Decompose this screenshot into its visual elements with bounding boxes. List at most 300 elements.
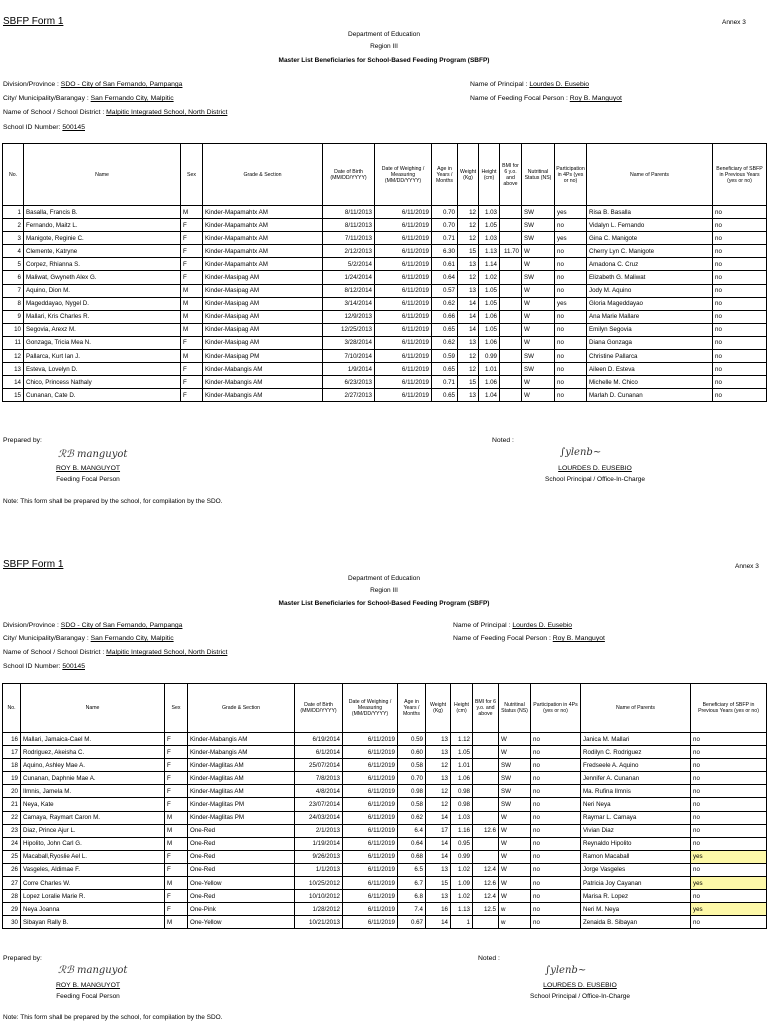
cell-name: Lopez Loralie Marie R.	[21, 890, 165, 903]
cell-age: 0.65	[432, 323, 458, 336]
cell-weight: 14	[458, 310, 479, 323]
cell-4ps: no	[531, 916, 581, 929]
cell-height: 1.05	[479, 219, 500, 232]
cell-height: 1.03	[479, 232, 500, 245]
cell-beneficiary: no	[713, 297, 767, 310]
cell-grade: Kinder-Mabangis AM	[188, 746, 295, 759]
focal-person-line: Name of Feeding Focal Person : Roy B. Manguyot	[453, 635, 605, 642]
cell-height: 1.06	[479, 336, 500, 349]
cell-height: 0.99	[451, 850, 473, 863]
cell-parents: Gina C. Manigote	[587, 232, 713, 245]
cell-bmi	[500, 336, 522, 349]
cell-weight: 13	[458, 389, 479, 402]
cell-ns: SW	[522, 363, 555, 376]
cell-ns: SW	[522, 350, 555, 363]
cell-dow: 6/11/2019	[343, 746, 398, 759]
cell-4ps: no	[531, 837, 581, 850]
cell-grade: One-Red	[188, 863, 295, 876]
cell-grade: Kinder-Mabangis AM	[203, 389, 323, 402]
cell-sex: F	[165, 772, 188, 785]
cell-bmi	[473, 798, 499, 811]
cell-name: Fernando, Maitz L.	[24, 219, 181, 232]
cell-parents: Raymar L. Camaya	[581, 811, 691, 824]
cell-no: 21	[3, 798, 21, 811]
cell-sex: M	[165, 916, 188, 929]
cell-sex: F	[165, 890, 188, 903]
table-row	[3, 850, 767, 863]
col-dob: Date of Birth (MM/DD/YYYY)	[323, 144, 375, 206]
cell-height: 1.04	[479, 389, 500, 402]
table-row	[3, 772, 767, 785]
cell-ns: SW	[522, 232, 555, 245]
principal-title: School Principal / Office-In-Charge	[530, 993, 630, 1000]
cell-parents: Amadona C. Cruz	[587, 258, 713, 271]
cell-no: 8	[3, 297, 24, 310]
cell-parents: Jennifer A. Cunanan	[581, 772, 691, 785]
cell-height: 1.13	[451, 903, 473, 916]
cell-parents: Fredseele A. Aquino	[581, 759, 691, 772]
cell-parents: Patricia Joy Cayanan	[581, 877, 691, 890]
cell-no: 3	[3, 232, 24, 245]
cell-ns: W	[522, 297, 555, 310]
cell-bmi: 12.6	[473, 877, 499, 890]
cell-sex: F	[181, 336, 203, 349]
cell-age: 0.61	[432, 258, 458, 271]
cell-no: 6	[3, 271, 24, 284]
cell-4ps: no	[531, 877, 581, 890]
cell-grade: Kinder-Masipag AM	[203, 310, 323, 323]
cell-dow: 6/11/2019	[375, 310, 432, 323]
cell-weight: 12	[458, 219, 479, 232]
cell-beneficiary: no	[691, 863, 767, 876]
cell-4ps: no	[555, 284, 587, 297]
principal-name: LOURDES D. EUSEBIO	[558, 465, 632, 472]
cell-sex: F	[165, 863, 188, 876]
cell-4ps: no	[531, 785, 581, 798]
cell-sex: M	[165, 824, 188, 837]
cell-parents: Emilyn Segovia	[587, 323, 713, 336]
cell-name: Hipolito, John Carl G.	[21, 837, 165, 850]
cell-4ps: no	[555, 323, 587, 336]
cell-sex: F	[165, 798, 188, 811]
cell-height: 1.01	[451, 759, 473, 772]
cell-bmi: 12.4	[473, 890, 499, 903]
cell-name: Aquino, Dion M.	[24, 284, 181, 297]
cell-beneficiary: no	[713, 219, 767, 232]
cell-weight: 15	[458, 376, 479, 389]
cell-height: 1.06	[479, 310, 500, 323]
cell-no: 16	[3, 733, 21, 746]
table-row	[3, 363, 767, 376]
cell-parents: Vivian Diaz	[581, 824, 691, 837]
cell-parents: Rodilyn C. Rodriguez	[581, 746, 691, 759]
cell-sex: M	[181, 206, 203, 219]
cell-4ps: no	[555, 245, 587, 258]
cell-parents: Risa B. Basalla	[587, 206, 713, 219]
cell-4ps: no	[531, 746, 581, 759]
cell-age: 0.64	[432, 271, 458, 284]
cell-dob: 3/14/2014	[323, 297, 375, 310]
cell-ns: W	[499, 877, 531, 890]
cell-ns: W	[522, 310, 555, 323]
cell-no: 28	[3, 890, 21, 903]
cell-weight: 13	[458, 258, 479, 271]
cell-sex: F	[181, 363, 203, 376]
cell-parents: Ramon Macaball	[581, 850, 691, 863]
table-row	[3, 824, 767, 837]
cell-name: Pallarca, Kurt Ian J.	[24, 350, 181, 363]
cell-height: 1.16	[451, 824, 473, 837]
cell-name: Mageddayao, Nygel D.	[24, 297, 181, 310]
table-row	[3, 232, 767, 245]
cell-weight: 15	[458, 245, 479, 258]
table-row	[3, 798, 767, 811]
cell-grade: One-Red	[188, 890, 295, 903]
cell-no: 10	[3, 323, 24, 336]
cell-weight: 14	[458, 297, 479, 310]
cell-sex: F	[181, 389, 203, 402]
cell-grade: One-Red	[188, 837, 295, 850]
cell-height: 1.05	[479, 284, 500, 297]
cell-no: 5	[3, 258, 24, 271]
cell-no: 20	[3, 785, 21, 798]
cell-bmi	[500, 297, 522, 310]
principal-line: Name of Principal : Lourdes D. Eusebio	[470, 81, 590, 88]
cell-dob: 2/12/2013	[323, 245, 375, 258]
cell-grade: Kinder-Mapamahtx AM	[203, 206, 323, 219]
cell-beneficiary: yes	[691, 850, 767, 863]
cell-sex: M	[165, 877, 188, 890]
cell-beneficiary: no	[691, 772, 767, 785]
cell-4ps: no	[555, 310, 587, 323]
cell-sex: M	[181, 350, 203, 363]
cell-dow: 6/11/2019	[343, 916, 398, 929]
cell-4ps: no	[531, 850, 581, 863]
cell-sex: F	[181, 376, 203, 389]
cell-4ps: no	[555, 363, 587, 376]
cell-beneficiary: no	[713, 310, 767, 323]
cell-4ps: no	[555, 258, 587, 271]
col-no: No.	[3, 684, 21, 733]
cell-age: 6.4	[398, 824, 426, 837]
table-row	[3, 759, 767, 772]
cell-no: 14	[3, 376, 24, 389]
cell-ns: W	[522, 376, 555, 389]
col-4ps: Participation in 4Ps (yes or no)	[531, 684, 581, 733]
cell-beneficiary: no	[691, 746, 767, 759]
cell-weight: 13	[426, 772, 451, 785]
table-body	[3, 206, 767, 402]
cell-grade: Kinder-Mapamahtx AM	[203, 258, 323, 271]
cell-parents: Marisa R. Lopez	[581, 890, 691, 903]
col-grade: Grade & Section	[203, 144, 323, 206]
cell-parents: Janica M. Mallari	[581, 733, 691, 746]
cell-name: Maliwat, Gwyneth Alex G.	[24, 271, 181, 284]
cell-dow: 6/11/2019	[375, 206, 432, 219]
cell-beneficiary: no	[713, 206, 767, 219]
cell-weight: 12	[458, 206, 479, 219]
cell-dob: 23/07/2014	[295, 798, 343, 811]
cell-parents: Neri Neya	[581, 798, 691, 811]
form-note: Note: This form shall be prepared by the school, for compilation by the SDO.	[3, 1014, 223, 1021]
cell-dow: 6/11/2019	[343, 903, 398, 916]
cell-dob: 1/28/2012	[295, 903, 343, 916]
cell-age: 6.7	[398, 877, 426, 890]
cell-age: 0.58	[398, 798, 426, 811]
cell-bmi	[500, 232, 522, 245]
cell-bmi	[473, 785, 499, 798]
cell-dob: 10/10/2012	[295, 890, 343, 903]
cell-weight: 17	[426, 824, 451, 837]
cell-height: 1	[451, 916, 473, 929]
cell-parents: Gloria Mageddayao	[587, 297, 713, 310]
cell-ns: W	[499, 824, 531, 837]
cell-dob: 25/07/2014	[295, 759, 343, 772]
cell-no: 29	[3, 903, 21, 916]
col-bmi: BMI for 6 y.o. and above	[473, 684, 499, 733]
focal-person-title: Feeding Focal Person	[56, 993, 120, 1000]
table-row	[3, 310, 767, 323]
cell-grade: Kinder-Maglitas AM	[188, 772, 295, 785]
table-row	[3, 811, 767, 824]
cell-beneficiary: yes	[691, 903, 767, 916]
division-line: Division/Province : SDO - City of San Fernando, Pampanga	[3, 81, 183, 88]
cell-beneficiary: no	[713, 258, 767, 271]
cell-4ps: no	[531, 759, 581, 772]
cell-no: 11	[3, 336, 24, 349]
cell-grade: Kinder-Mabangis AM	[188, 733, 295, 746]
cell-bmi	[500, 206, 522, 219]
cell-name: Corre Charles W.	[21, 877, 165, 890]
cell-weight: 14	[426, 916, 451, 929]
cell-no: 12	[3, 350, 24, 363]
principal-title: School Principal / Office-In-Charge	[545, 476, 645, 483]
cell-weight: 12	[426, 785, 451, 798]
cell-age: 0.70	[432, 219, 458, 232]
region-label: Region III	[370, 43, 398, 50]
cell-no: 26	[3, 863, 21, 876]
cell-dob: 6/1/2014	[295, 746, 343, 759]
cell-dob: 10/25/2012	[295, 877, 343, 890]
cell-name: Vasgeles, Aldimae F.	[21, 863, 165, 876]
focal-signature-icon: ℛℬ manguyot	[58, 449, 128, 460]
cell-height: 1.14	[479, 258, 500, 271]
col-dow: Date of Weighing / Measuring (MM/DD/YYYY)	[375, 144, 432, 206]
cell-grade: Kinder-Mabangis AM	[203, 363, 323, 376]
focal-person-name: ROY B. MANGUYOT	[55, 465, 121, 472]
cell-ns: SW	[499, 772, 531, 785]
cell-sex: F	[181, 258, 203, 271]
cell-bmi	[500, 258, 522, 271]
principal-name: LOURDES D. EUSEBIO	[543, 982, 617, 989]
cell-bmi	[473, 850, 499, 863]
cell-beneficiary: no	[713, 245, 767, 258]
school-line: Name of School / School District : Malpitic Integrated School, North District	[3, 109, 228, 116]
cell-sex: M	[181, 297, 203, 310]
cell-name: Ilmnis, Jamela M.	[21, 785, 165, 798]
cell-4ps: no	[555, 376, 587, 389]
cell-dob: 1/24/2014	[323, 271, 375, 284]
cell-4ps: no	[555, 219, 587, 232]
cell-dob: 8/11/2013	[323, 206, 375, 219]
cell-weight: 12	[458, 350, 479, 363]
cell-dow: 6/11/2019	[375, 297, 432, 310]
cell-parents: Reynaldo Hipolito	[581, 837, 691, 850]
cell-age: 0.64	[398, 837, 426, 850]
col-age: Age in Years / Months	[432, 144, 458, 206]
cell-no: 19	[3, 772, 21, 785]
master-list-title: Master List Beneficiaries for School-Based Feeding Program (SBFP)	[278, 57, 490, 64]
principal-signature-icon: ∫ylenb~	[545, 965, 587, 976]
cell-beneficiary: yes	[691, 877, 767, 890]
table-row	[3, 336, 767, 349]
table-row	[3, 903, 767, 916]
prepared-by-label: Prepared by:	[3, 437, 42, 444]
cell-height: 1.01	[479, 363, 500, 376]
form-title: SBFP Form 1	[3, 559, 64, 570]
cell-ns: W	[499, 890, 531, 903]
cell-parents: Jorge Vasgeles	[581, 863, 691, 876]
cell-dob: 1/1/2013	[295, 863, 343, 876]
cell-name: Clemente, Katryne	[24, 245, 181, 258]
cell-sex: F	[165, 785, 188, 798]
cell-weight: 12	[458, 232, 479, 245]
cell-grade: Kinder-Masipag AM	[203, 271, 323, 284]
cell-age: 0.67	[398, 916, 426, 929]
cell-beneficiary: no	[713, 284, 767, 297]
cell-dow: 6/11/2019	[343, 785, 398, 798]
cell-bmi: 12.5	[473, 903, 499, 916]
cell-dob: 8/11/2013	[323, 219, 375, 232]
cell-height: 1.05	[479, 323, 500, 336]
cell-bmi	[500, 284, 522, 297]
cell-beneficiary: no	[713, 232, 767, 245]
cell-height: 1.09	[451, 877, 473, 890]
cell-sex: F	[165, 733, 188, 746]
cell-beneficiary: no	[691, 759, 767, 772]
cell-4ps: no	[531, 903, 581, 916]
cell-grade: Kinder-Maglitas PM	[188, 798, 295, 811]
cell-beneficiary: no	[713, 323, 767, 336]
cell-age: 0.62	[432, 297, 458, 310]
cell-sex: M	[181, 310, 203, 323]
cell-dob: 12/9/2013	[323, 310, 375, 323]
col-dob: Date of Birth (MM/DD/YYYY)	[295, 684, 343, 733]
cell-dob: 24/03/2014	[295, 811, 343, 824]
table-row	[3, 785, 767, 798]
cell-beneficiary: no	[691, 916, 767, 929]
table-row	[3, 890, 767, 903]
cell-sex: M	[165, 811, 188, 824]
cell-height: 0.98	[451, 785, 473, 798]
cell-bmi	[500, 271, 522, 284]
cell-no: 25	[3, 850, 21, 863]
table-row	[3, 746, 767, 759]
cell-height: 1.03	[451, 811, 473, 824]
beneficiaries-table	[2, 683, 767, 929]
cell-height: 1.02	[479, 271, 500, 284]
cell-weight: 13	[426, 746, 451, 759]
cell-age: 0.58	[398, 759, 426, 772]
division-line: Division/Province : SDO - City of San Fernando, Pampanga	[3, 622, 183, 629]
table-row	[3, 258, 767, 271]
cell-dob: 9/26/2013	[295, 850, 343, 863]
cell-bmi	[473, 733, 499, 746]
table-row	[3, 877, 767, 890]
cell-no: 15	[3, 389, 24, 402]
cell-dow: 6/11/2019	[375, 389, 432, 402]
table-body	[3, 733, 767, 929]
cell-dob: 7/8/2013	[295, 772, 343, 785]
cell-age: 0.59	[432, 350, 458, 363]
cell-height: 1.06	[479, 376, 500, 389]
cell-parents: Neri M. Neya	[581, 903, 691, 916]
table-row	[3, 916, 767, 929]
cell-no: 18	[3, 759, 21, 772]
cell-age: 0.70	[398, 772, 426, 785]
table-row	[3, 376, 767, 389]
cell-dob: 1/9/2014	[323, 363, 375, 376]
col-height: Height (cm)	[451, 684, 473, 733]
focal-person-line: Name of Feeding Focal Person : Roy B. Manguyot	[470, 95, 622, 102]
cell-no: 1	[3, 206, 24, 219]
cell-beneficiary: no	[713, 389, 767, 402]
cell-sex: F	[181, 271, 203, 284]
cell-parents: Christine Pallarca	[587, 350, 713, 363]
cell-dow: 6/11/2019	[375, 323, 432, 336]
cell-sex: F	[181, 232, 203, 245]
department-label: Department of Education	[348, 575, 420, 582]
cell-name: Corpez, Rhianna S.	[24, 258, 181, 271]
cell-no: 27	[3, 877, 21, 890]
region-label: Region III	[370, 587, 398, 594]
noted-label: Noted :	[492, 437, 514, 444]
cell-dow: 6/11/2019	[375, 376, 432, 389]
cell-bmi	[473, 916, 499, 929]
cell-weight: 13	[426, 863, 451, 876]
table-row	[3, 350, 767, 363]
cell-bmi	[500, 323, 522, 336]
col-parents: Name of Parents	[587, 144, 713, 206]
cell-ns: SW	[499, 798, 531, 811]
cell-parents: Ana Marie Mallare	[587, 310, 713, 323]
col-beneficiary: Beneficiary of SBFP in Previous Years (yes or no)	[713, 144, 767, 206]
cell-4ps: no	[531, 772, 581, 785]
cell-age: 0.65	[432, 389, 458, 402]
focal-person-title: Feeding Focal Person	[56, 476, 120, 483]
cell-sex: M	[181, 284, 203, 297]
cell-grade: One-Red	[188, 850, 295, 863]
cell-no: 4	[3, 245, 24, 258]
cell-weight: 13	[426, 890, 451, 903]
cell-weight: 12	[426, 759, 451, 772]
cell-beneficiary: no	[713, 376, 767, 389]
cell-name: Gonzaga, Tricia Mea N.	[24, 336, 181, 349]
cell-age: 0.62	[398, 811, 426, 824]
table-row	[3, 245, 767, 258]
cell-name: Neya, Kate	[21, 798, 165, 811]
cell-dob: 8/12/2014	[323, 284, 375, 297]
cell-dow: 6/11/2019	[375, 258, 432, 271]
col-bmi: BMI for 6 y.o. and above	[500, 144, 522, 206]
beneficiaries-table	[2, 143, 767, 402]
cell-ns: SW	[499, 785, 531, 798]
cell-grade: One-Yellow	[188, 916, 295, 929]
cell-ns: SW	[499, 759, 531, 772]
table-row	[3, 389, 767, 402]
cell-weight: 13	[458, 284, 479, 297]
cell-4ps: yes	[555, 232, 587, 245]
